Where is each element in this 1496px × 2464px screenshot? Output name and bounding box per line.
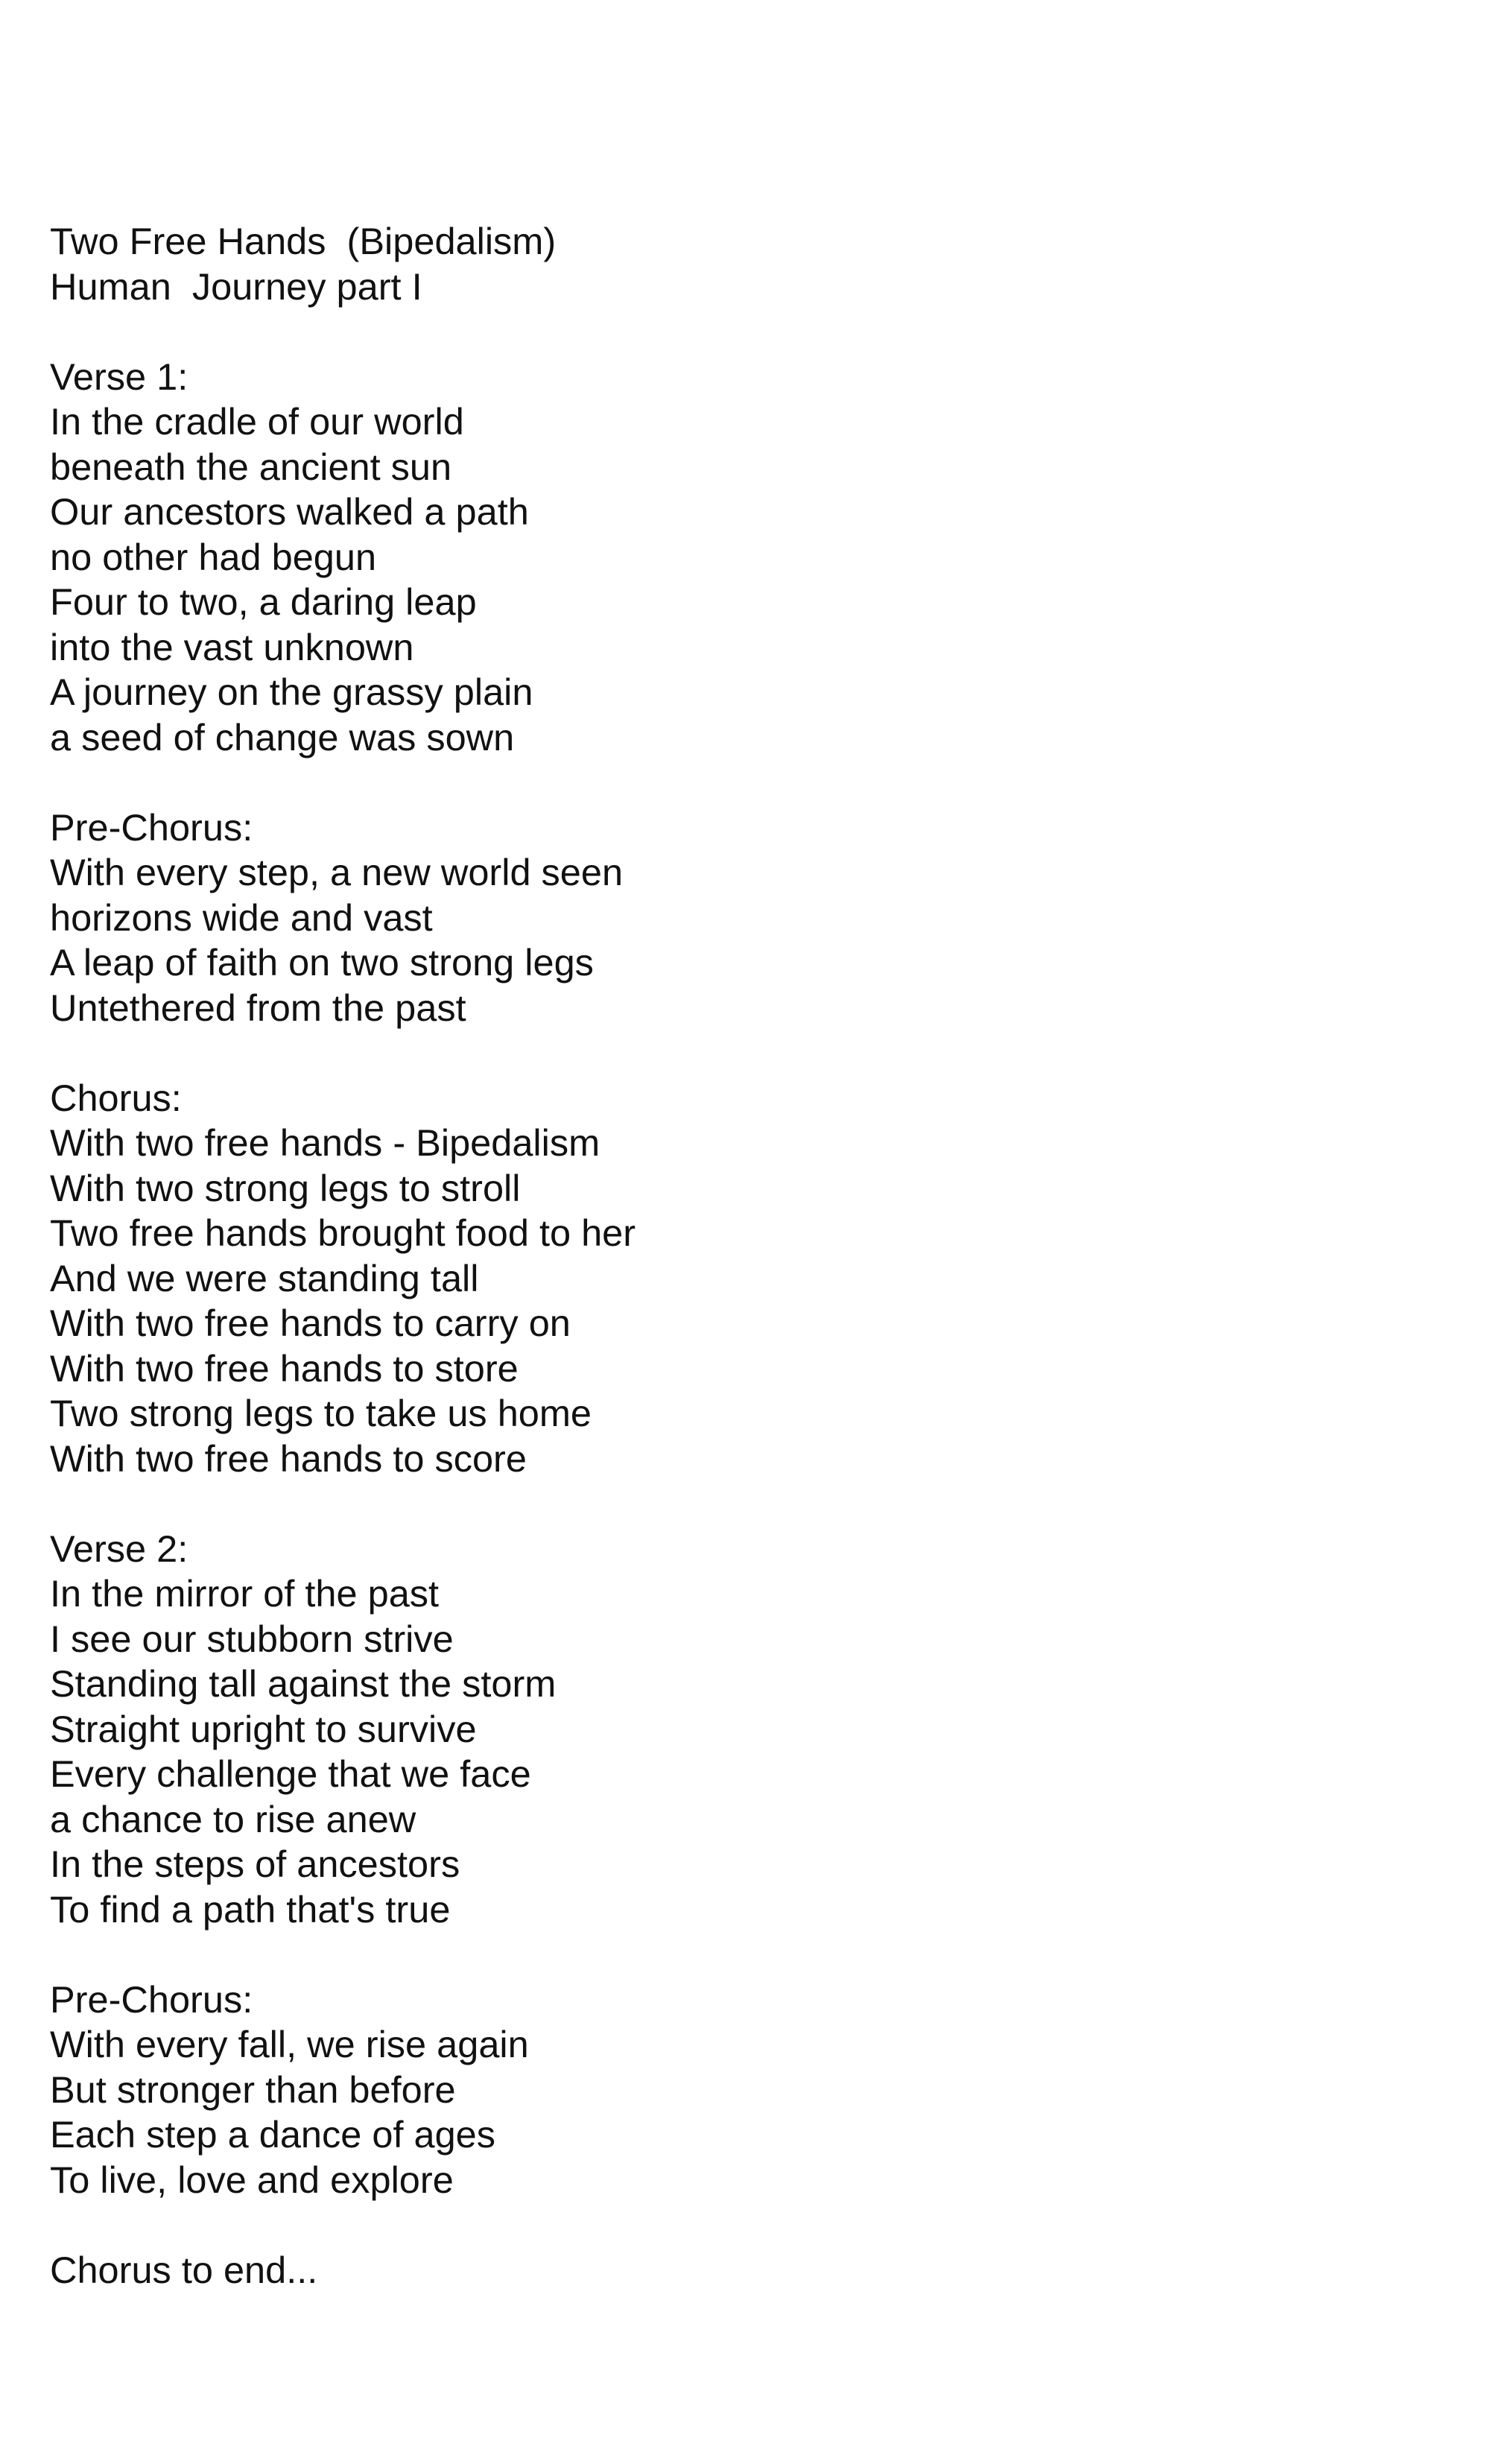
blank-line <box>50 2202 1391 2248</box>
lyric-line: A leap of faith on two strong legs <box>50 941 594 984</box>
lyric-line: Two free hands brought food to her <box>50 1212 636 1254</box>
lyric-line: Four to two, a daring leap <box>50 580 477 623</box>
section-pre-chorus-2 <box>50 1977 1391 2203</box>
lyric-line: In the steps of ancestors <box>50 1843 460 1885</box>
section-outro <box>50 2248 1391 2293</box>
lyric-line: into the vast unknown <box>50 625 414 668</box>
lyric-line: Each step a dance of ages <box>50 2113 496 2156</box>
blank-line <box>50 1481 1391 1527</box>
lyric-line: In the mirror of the past <box>50 1572 440 1615</box>
lyric-line: Every challenge that we face <box>50 1752 531 1795</box>
lyric-line: To find a path that's true <box>50 1887 451 1931</box>
lyric-line: With two free hands to store <box>50 1346 519 1390</box>
blank-line <box>50 1932 1391 1977</box>
lyric-line: Untethered from the past <box>50 986 466 1029</box>
song-title: Two Free Hands (Bipedalism) <box>50 220 557 262</box>
lyric-line: With every fall, we rise again <box>50 2023 529 2065</box>
section-heading: Pre-Chorus: <box>50 1977 253 2021</box>
lyric-line: With every step, a new world seen <box>50 851 624 893</box>
lyric-line: A journey on the grassy plain <box>50 671 533 713</box>
lyric-line: With two free hands to score <box>50 1437 527 1480</box>
lyric-line: With two free hands - Bipedalism <box>50 1121 600 1164</box>
section-verse-1 <box>50 355 1391 761</box>
song-subtitle: Human Journey part I <box>50 265 422 308</box>
blank-line <box>50 760 1391 805</box>
section-heading: Chorus: <box>50 1076 182 1119</box>
lyric-line: Straight upright to survive <box>50 1707 477 1750</box>
lyric-line: beneath the ancient sun <box>50 445 452 488</box>
lyric-line: And we were standing tall <box>50 1256 479 1299</box>
section-pre-chorus-1 <box>50 805 1391 1031</box>
blank-line <box>50 1030 1391 1076</box>
lyric-line: a chance to rise anew <box>50 1797 416 1840</box>
lyric-line: I see our stubborn strive <box>50 1617 454 1660</box>
lyric-line: horizons wide and vast <box>50 896 433 939</box>
lyric-line: With two free hands to carry on <box>50 1302 571 1344</box>
section-heading: Verse 1: <box>50 355 188 398</box>
section-heading: Verse 2: <box>50 1527 188 1570</box>
lyric-line: Two strong legs to take us home <box>50 1392 592 1434</box>
section-chorus <box>50 1076 1391 1482</box>
lyric-line: Our ancestors walked a path <box>50 490 529 533</box>
lyric-line: But stronger than before <box>50 2068 456 2111</box>
section-verse-2 <box>50 1527 1391 1933</box>
lyric-line: With two strong legs to stroll <box>50 1166 521 1209</box>
section-heading: Pre-Chorus: <box>50 805 253 849</box>
lyrics-document <box>50 219 1391 2293</box>
lyric-line: To live, love and explore <box>50 2158 454 2201</box>
lyric-line: In the cradle of our world <box>50 400 464 443</box>
blank-line <box>50 309 1391 355</box>
lyric-line: a seed of change was sown <box>50 715 515 758</box>
outro-note: Chorus to end... <box>50 2248 318 2291</box>
lyric-line: Standing tall against the storm <box>50 1662 557 1705</box>
lyric-line: no other had begun <box>50 535 377 578</box>
